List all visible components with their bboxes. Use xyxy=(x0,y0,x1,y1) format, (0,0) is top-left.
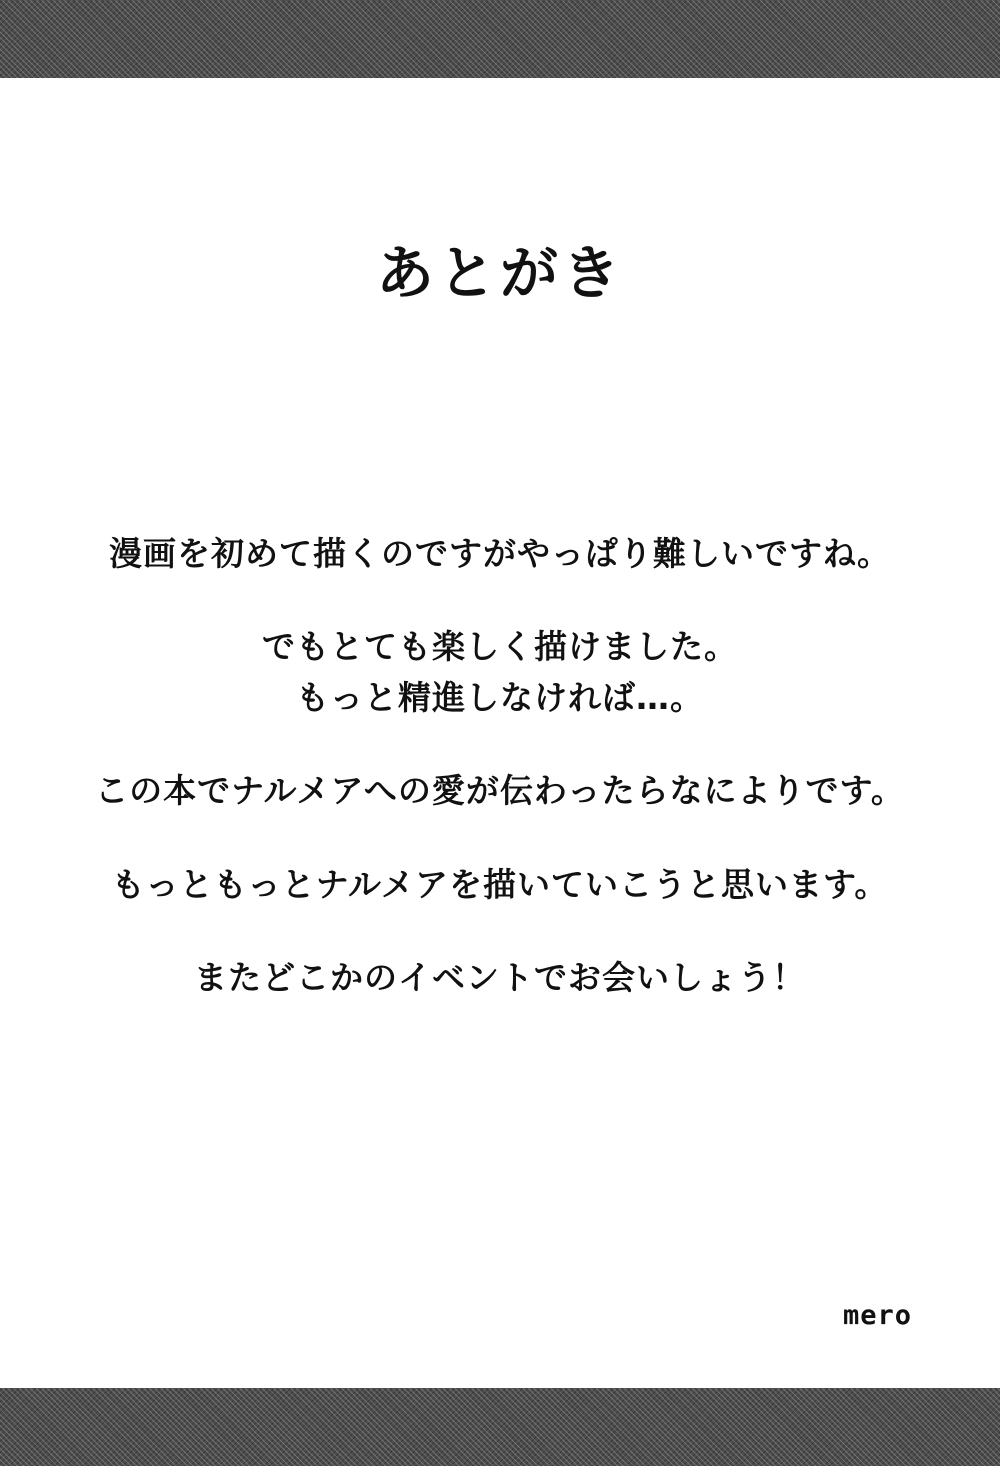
paragraph-5 xyxy=(0,952,1000,1003)
paragraph-3-line-1: この本でナルメアへの愛が伝わったらなによりです。 xyxy=(95,771,905,811)
paragraph-1 xyxy=(0,528,1000,579)
paragraph-5-line-1: またどこかのイベントでお会いしょう！ xyxy=(194,957,806,997)
top-hatched-band xyxy=(0,0,1000,78)
page-title: あとがき xyxy=(375,239,624,307)
paragraph-2-line-1: でもとても楽しく描けました。 xyxy=(262,627,738,667)
afterword-body xyxy=(0,528,1000,1045)
paragraph-4-line-1: もっともっとナルメアを描いていこうと思います。 xyxy=(111,864,889,904)
page-content-area xyxy=(0,78,1000,1388)
paragraph-1-line-1: 漫画を初めて描くのですがやっぱり難しいですね。 xyxy=(109,534,891,573)
bottom-hatched-band xyxy=(0,1388,1000,1466)
paragraph-2 xyxy=(0,621,1000,723)
paragraph-2-line-2: もっと精進しなければ…。 xyxy=(296,678,704,718)
paragraph-3 xyxy=(0,765,1000,816)
paragraph-4 xyxy=(0,859,1000,910)
author-signature: mero xyxy=(842,1300,912,1331)
